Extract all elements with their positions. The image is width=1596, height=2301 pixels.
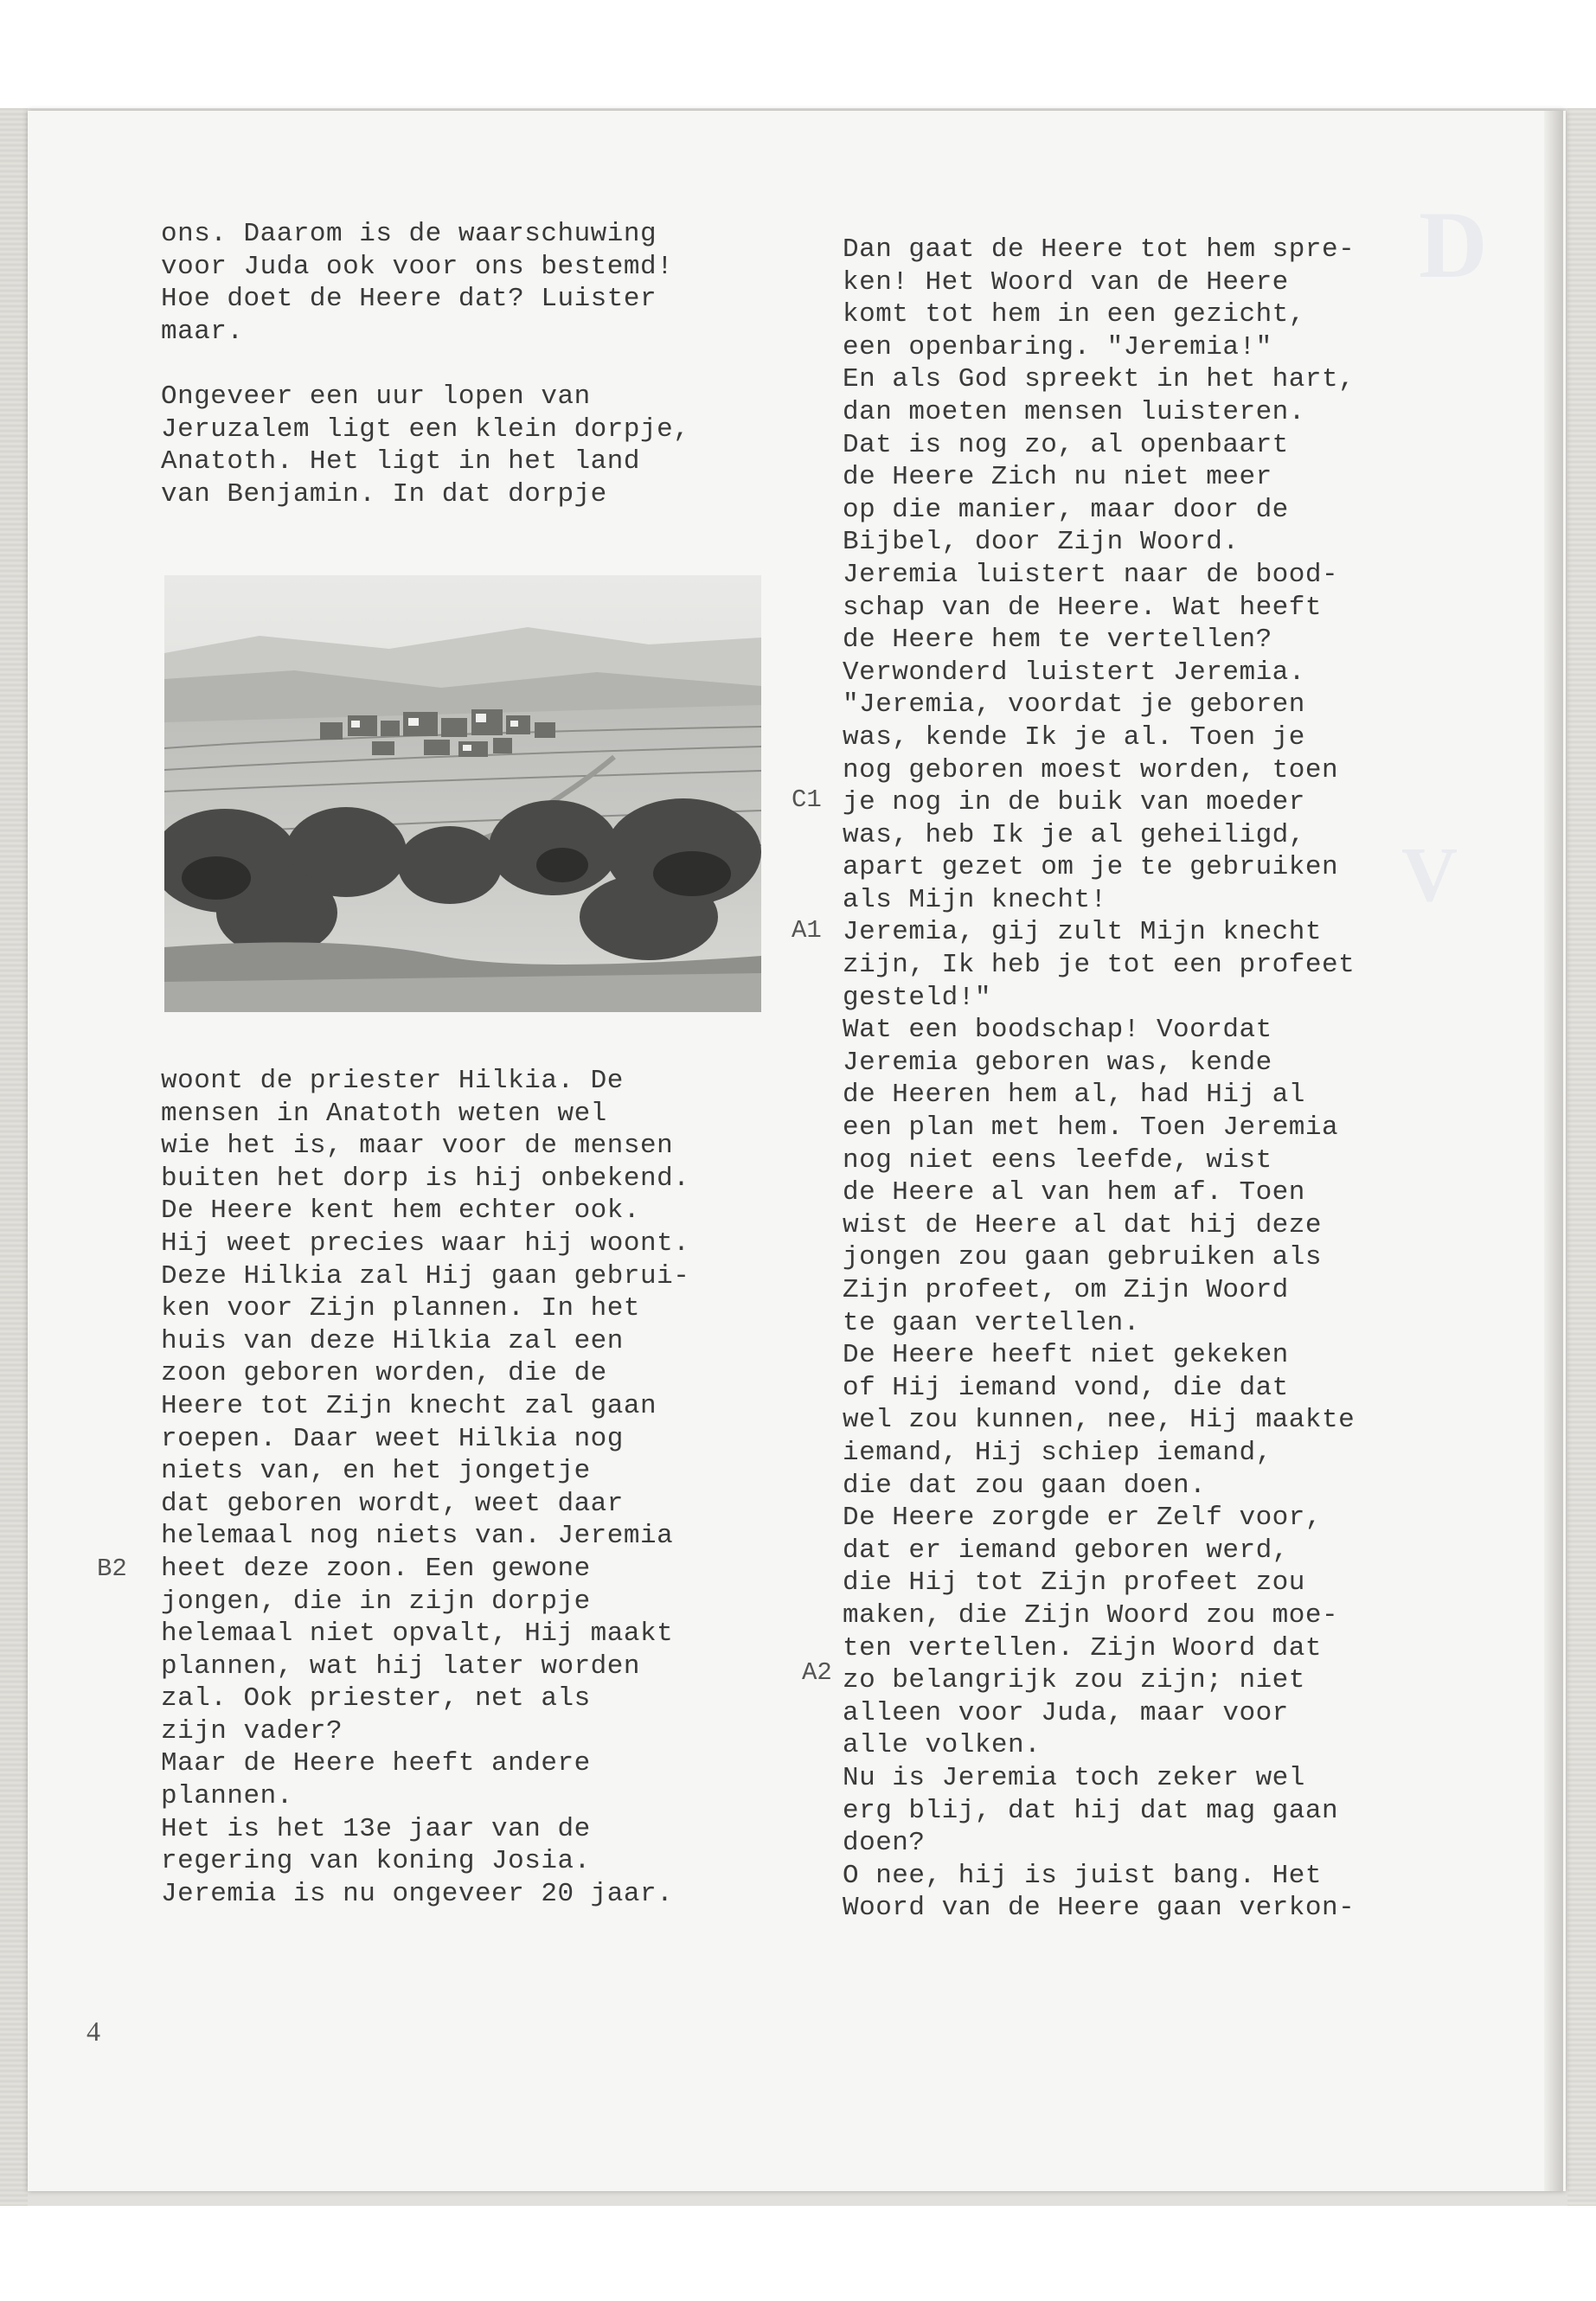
binder-edge-left xyxy=(0,108,28,2206)
binder-edge-right xyxy=(1567,108,1596,2206)
margin-mark-b2: B2 xyxy=(97,1554,127,1583)
margin-mark-a1: A1 xyxy=(792,916,822,945)
margin-mark-a2: A2 xyxy=(802,1658,832,1687)
page-number: 4 xyxy=(87,2016,100,2047)
village-photo xyxy=(164,575,761,1012)
anatoth-landscape-image xyxy=(164,575,761,1012)
page-curl-shadow xyxy=(1544,111,1563,2191)
left-column-top-text: ons. Daarom is de waarschuwing voor Juda ook voor ons bestemd! Hoe doet de Heere dat? Luister maar. Ongeveer een uur lopen van Jeruzalem ligt een klein dorpje, Anatoth. Het ligt in het land van Benjamin. In dat dorpje xyxy=(161,219,690,510)
left-column-bottom-text: woont de priester Hilkia. De mensen in Anatoth weten wel wie het is, maar voor de mensen buiten het dorp is hij onbekend. De Heere kent hem echter ook. Hij weet precies waar hij woont. Deze Hilkia zal Hij gaan gebrui- ken voor Zijn plannen. In het huis van deze Hilkia zal een zoon geboren worden, die de Heere tot Zijn knecht zal gaan roepen. Daar weet Hilkia nog niets van, en het jongetje dat geboren wordt, weet daar helemaal nog niets van. Jeremia heet deze zoon. Een gewone jongen, die in zijn dorpje helemaal niet opvalt, Hij maakt plannen, wat hij later worden zal. Ook priester, net als zijn vader? Maar de Heere heeft andere plannen. Het is het 13e jaar van de regering van koning Josia. Jeremia is nu ongeveer 20 jaar. xyxy=(161,1066,690,1909)
margin-mark-c1: C1 xyxy=(792,785,822,814)
right-column-text: Dan gaat de Heere tot hem spre- ken! Het Woord van de Heere komt tot hem in een gezicht, een openbaring. "Jeremia!" En als God spreekt in het hart, dan moeten mensen luisteren. Dat is nog zo, al openbaart de Heere Zich nu niet meer op die manier, maar door de Bijbel, door Zijn Woord. Jeremia luistert naar de bood- schap van de Heere. Wat heeft de Heere hem te vertellen? Verwonderd luistert Jeremia. "Jeremia, voordat je geboren was, kende Ik je al. Toen je nog geboren moest worden, toen je nog in de buik van moeder was, heb Ik je al geheiligd, apart gezet om je te gebruiken als Mijn knecht! Jeremia, gij zult Mijn knecht zijn, Ik heb je tot een profeet gesteld!" Wat een boodschap! Voordat Jeremia geboren was, kende de Heeren hem al, had Hij al een plan met hem. Toen Jeremia nog niet eens leefde, wist de Heere al van hem af. Toen wist de Heere al dat hij deze jongen zou gaan gebruiken als Zijn profeet, om Zijn Woord te gaan vertellen. De Heere heeft niet gekeken of Hij iemand vond, die dat wel zou kunnen, nee, Hij maakte iemand, Hij schiep iemand, die dat zou gaan doen. De Heere zorgde er Zelf voor, dat er iemand geboren werd, die Hij tot Zijn profeet zou maken, die Zijn Woord zou moe- ten vertellen. Zijn Woord dat zo belangrijk zou zijn; niet alleen voor Juda, maar voor alle volken. Nu is Jeremia toch zeker wel erg blij, dat hij dat mag gaan doen? O nee, hij is juist bang. Het Woord van de Heere gaan verkon- xyxy=(843,234,1356,1924)
